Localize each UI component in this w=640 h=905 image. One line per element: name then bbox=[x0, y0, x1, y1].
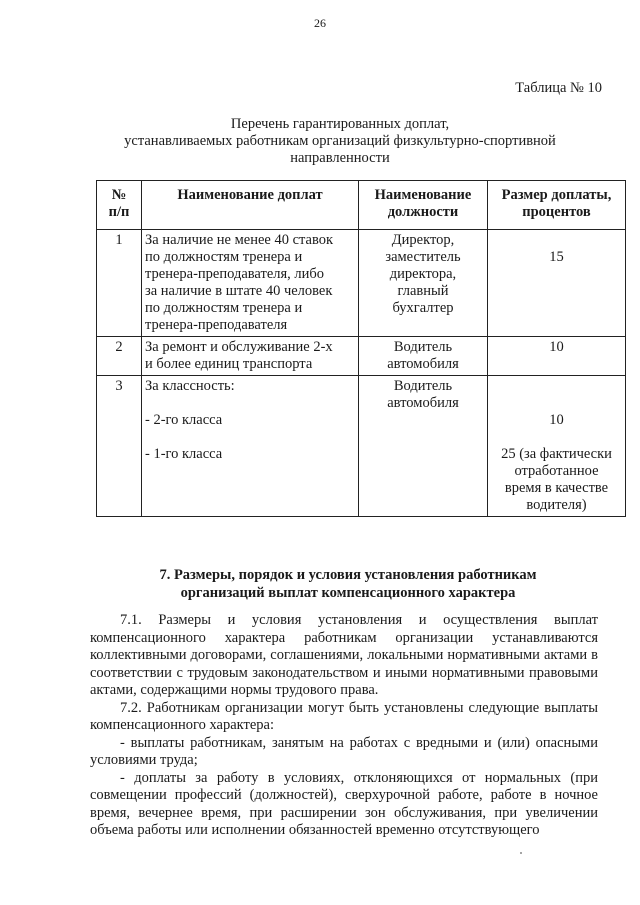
cell-line: За ремонт и обслуживание 2-х bbox=[145, 339, 333, 355]
position-cell bbox=[359, 376, 488, 517]
size-value: водителя) bbox=[526, 497, 587, 513]
allowances-table bbox=[96, 180, 626, 517]
header-position bbox=[359, 181, 488, 230]
cell-line: За классность: bbox=[145, 378, 235, 394]
header-size bbox=[488, 181, 626, 230]
scan-speck bbox=[520, 852, 522, 854]
size-value: 10 bbox=[549, 339, 564, 355]
size-value: 10 bbox=[549, 412, 564, 428]
header-text: Размер доплаты, bbox=[501, 187, 612, 203]
cell-line: заместитель bbox=[385, 249, 461, 265]
cell-line: и более единиц транспорта bbox=[145, 356, 313, 372]
section-title bbox=[96, 566, 600, 602]
cell-line: по должностям тренера и bbox=[145, 249, 303, 265]
cell-line: тренера-преподавателя, либо bbox=[145, 266, 325, 282]
cell-line: Директор, bbox=[391, 232, 455, 248]
header-allowance-name bbox=[142, 181, 359, 230]
size-value: 15 bbox=[549, 249, 564, 265]
size-cell bbox=[488, 230, 626, 337]
cell-line: за наличие в штате 40 человек bbox=[145, 283, 333, 299]
allowance-name bbox=[142, 337, 359, 376]
table-label: Таблица № 10 bbox=[515, 80, 602, 96]
row-number: 2 bbox=[97, 337, 142, 376]
header-text: Наименование доплат bbox=[177, 187, 323, 203]
allowance-name bbox=[142, 376, 359, 517]
section-title-line: 7. Размеры, порядок и условия установления работникам bbox=[159, 567, 537, 583]
cell-line: За наличие не менее 40 ставок bbox=[145, 232, 333, 248]
cell-line: автомобиля bbox=[387, 395, 459, 411]
size-value: отработанное bbox=[514, 463, 599, 479]
size-cell bbox=[488, 376, 626, 517]
header-text: должности bbox=[387, 204, 459, 220]
cell-line: тренера-преподавателя bbox=[145, 317, 288, 333]
cell-line: Водитель bbox=[393, 378, 453, 394]
paragraph: 7.1. Размеры и условия установления и осуществления выплат компенсационного характера работникам организации устанавливаются коллективными договорами, соглашениями, локальными нормативными актами в соответствии с трудовым законодательством и иными нормативными правовыми актами, содержащими нормы трудового права. bbox=[90, 612, 598, 698]
header-text: п/п bbox=[108, 204, 130, 220]
header-text: процентов bbox=[522, 204, 591, 220]
paragraph: - доплаты за работу в условиях, отклоняющихся от нормальных (при совмещении профессий (должностей), сверхурочной работе, работе в ночное время, вечернее время, при расширении зон обслуживания, при увеличении объема работы или исполнении обязанностей временно отсутствующего bbox=[90, 769, 598, 838]
row-number: 1 bbox=[97, 230, 142, 337]
cell-line: автомобиля bbox=[387, 356, 459, 372]
size-cell bbox=[488, 337, 626, 376]
class-label: - 1-го класса bbox=[145, 446, 223, 462]
heading-line: устанавливаемых работникам организаций физкультурно-спортивной bbox=[124, 133, 556, 149]
header-text: Наименование bbox=[374, 187, 472, 203]
paragraph: - выплаты работникам, занятым на работах с вредными и (или) опасными условиями труда; bbox=[90, 734, 598, 768]
position-cell bbox=[359, 337, 488, 376]
heading-line: направленности bbox=[290, 150, 390, 166]
size-value: 25 (за фактически bbox=[501, 446, 612, 462]
header-number bbox=[97, 181, 142, 230]
cell-line: бухгалтер bbox=[392, 300, 454, 316]
cell-line: Водитель bbox=[393, 339, 453, 355]
heading-line: Перечень гарантированных доплат, bbox=[230, 116, 450, 132]
table-row bbox=[97, 230, 626, 337]
cell-line: главный bbox=[397, 283, 449, 299]
header-text: № bbox=[111, 187, 127, 203]
table-row bbox=[97, 337, 626, 376]
row-number: 3 bbox=[97, 376, 142, 517]
table-row bbox=[97, 376, 626, 517]
table-heading bbox=[100, 116, 580, 167]
body-text bbox=[90, 612, 598, 840]
position-cell bbox=[359, 230, 488, 337]
section-title-line: организаций выплат компенсационного характера bbox=[180, 585, 516, 601]
page-number: 26 bbox=[314, 16, 326, 30]
paragraph: 7.2. Работникам организации могут быть установлены следующие выплаты компенсационного характера: bbox=[90, 699, 598, 733]
class-label: - 2-го класса bbox=[145, 412, 223, 428]
size-value: время в качестве bbox=[504, 480, 609, 496]
cell-line: директора, bbox=[389, 266, 457, 282]
table-header-row bbox=[97, 181, 626, 230]
allowance-name bbox=[142, 230, 359, 337]
cell-line: по должностям тренера и bbox=[145, 300, 303, 316]
